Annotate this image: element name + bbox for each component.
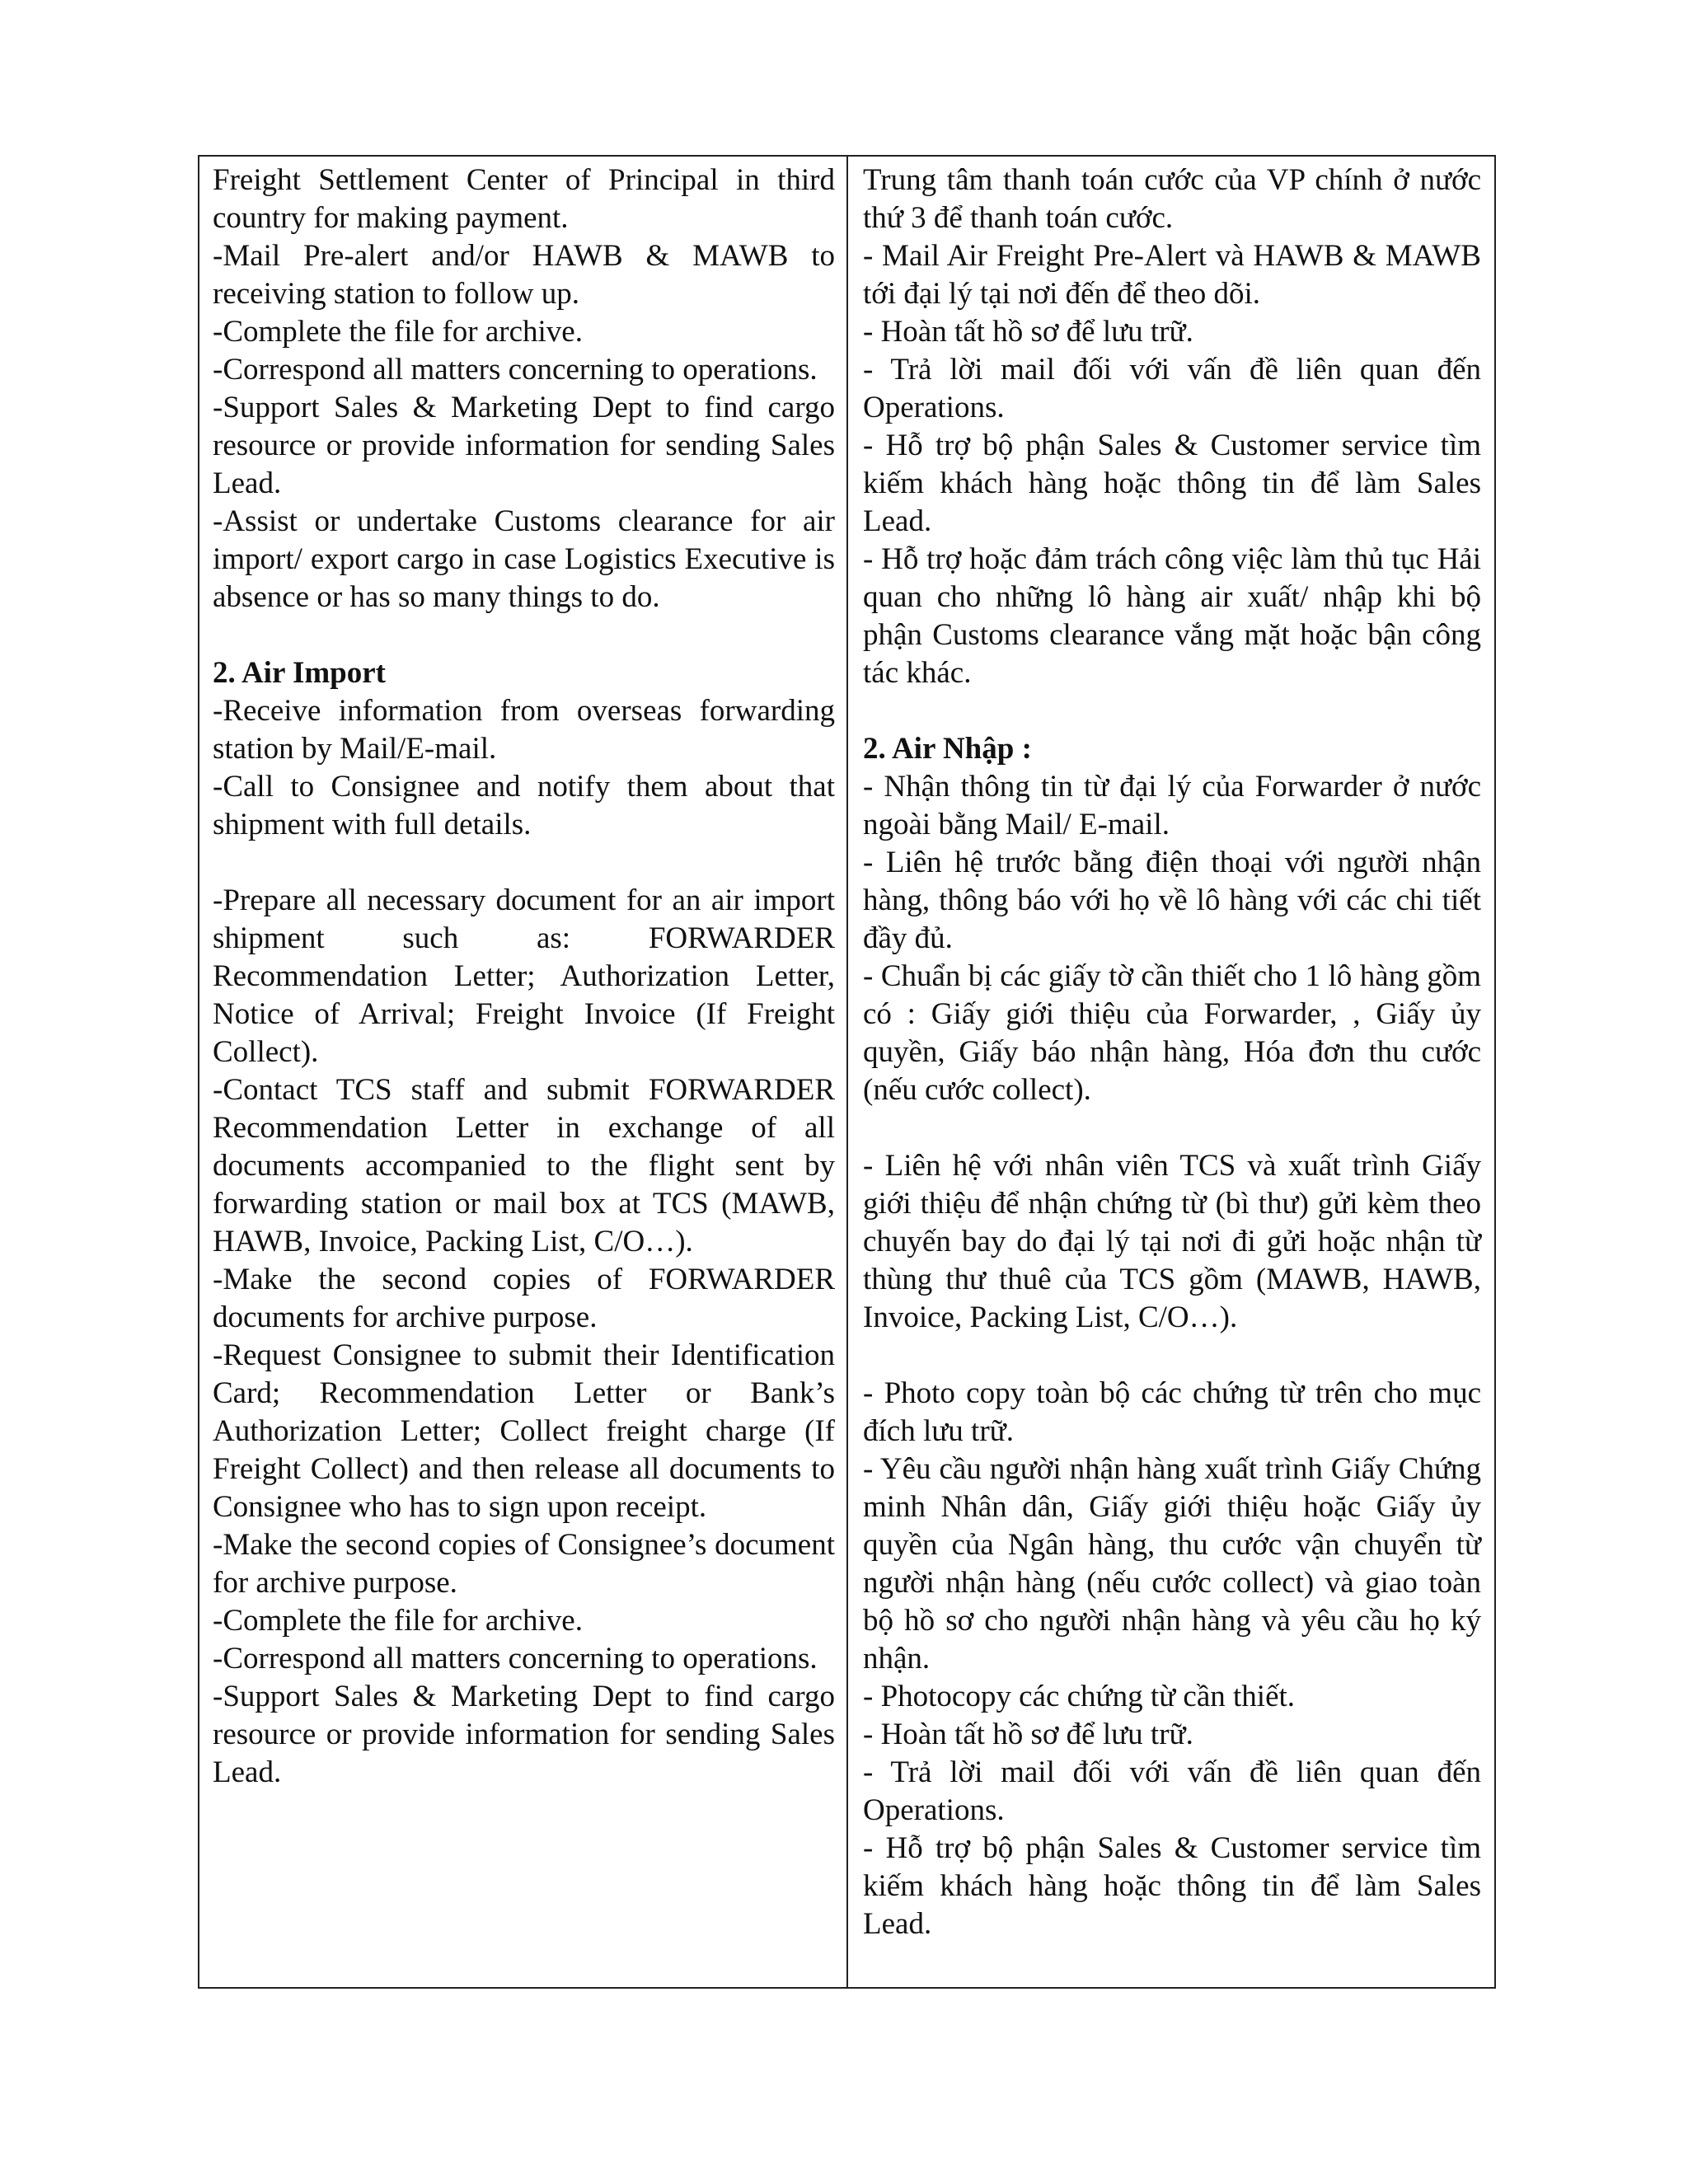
en-import-line: -Complete the file for archive. — [213, 1604, 583, 1638]
en-import-line: -Make the second copies of FORWARDER documents for archive purpose. — [213, 1263, 835, 1334]
vi-import-line: - Hoàn tất hồ sơ để lưu trữ. — [863, 1718, 1193, 1751]
vietnamese-column — [848, 157, 1494, 1987]
en-import-line: -Correspond all matters concerning to operations. — [213, 1642, 818, 1675]
en-import-heading: 2. Air Import — [213, 656, 387, 690]
bilingual-table — [198, 155, 1496, 1989]
en-export-line: -Complete the file for archive. — [213, 315, 583, 349]
en-import-line: -Receive information from overseas forwarding station by Mail/E-mail. — [213, 694, 835, 766]
en-import-line: -Request Consignee to submit their Identification Card; Recommendation Letter or Bank’s Authorization Letter; Collect freight charge (If Freight Collect) and then release all documents to Consignee who has to sign upon receipt. — [213, 1338, 835, 1524]
vi-export-line: - Hỗ trợ bộ phận Sales & Customer service tìm kiếm khách hàng hoặc thông tin để làm Sales Lead. — [863, 429, 1481, 538]
en-export-line: -Correspond all matters concerning to operations. — [213, 353, 818, 387]
en-import-line: -Prepare all necessary document for an air import shipment such as: FORWARDER Recommendation Letter; Authorization Letter, Notice of Arrival; Freight Invoice (If Freight Collect). — [213, 883, 835, 1069]
paragraph-gap — [863, 1337, 1481, 1375]
vi-import-line: - Photocopy các chứng từ cần thiết. — [863, 1680, 1296, 1713]
paragraph-gap — [863, 1109, 1481, 1147]
vi-export-line: - Hỗ trợ hoặc đảm trách công việc làm thủ tục Hải quan cho những lô hàng air xuất/ nhập khi bộ phận Customs clearance vắng mặt hoặc bận công tác khác. — [863, 542, 1481, 690]
vi-import-line: - Chuẩn bị các giấy tờ cần thiết cho 1 lô hàng gồm có : Giấy giới thiệu của Forwarder, , Giấy ủy quyền, Giấy báo nhận hàng, Hóa đơn thu cước (nếu cước collect). — [863, 959, 1481, 1107]
vi-import-line: - Liên hệ trước bằng điện thoại với người nhận hàng, thông báo với họ về lô hàng với các chi tiết đầy đủ. — [863, 846, 1481, 955]
paragraph-gap — [213, 844, 835, 882]
en-export-line: -Support Sales & Marketing Dept to find cargo resource or provide information for sending Sales Lead. — [213, 391, 835, 500]
vi-export-line: - Mail Air Freight Pre-Alert và HAWB & MAWB tới đại lý tại nơi đến để theo dõi. — [863, 239, 1481, 311]
en-export-line: -Assist or undertake Customs clearance for air import/ export cargo in case Logistics Executive is absence or has so many things to do. — [213, 504, 835, 614]
vi-export-line: - Trả lời mail đối với vấn đề liên quan đến Operations. — [863, 353, 1481, 424]
section-gap — [863, 692, 1481, 730]
en-import-line: -Make the second copies of Consignee’s document for archive purpose. — [213, 1528, 835, 1600]
vi-import-line: - Nhận thông tin từ đại lý của Forwarder ở nước ngoài bằng Mail/ E-mail. — [863, 770, 1481, 841]
vi-export-line: Trung tâm thanh toán cước của VP chính ở nước thứ 3 để thanh toán cước. — [863, 163, 1481, 235]
vi-import-line: - Liên hệ với nhân viên TCS và xuất trình Giấy giới thiệu để nhận chứng từ (bì thư) gửi kèm theo chuyến bay do đại lý tại nơi đi gửi hoặc nhận từ thùng thư thuê của TCS gồm (MAWB, HAWB, Invoice, Packing List, C/O…). — [863, 1149, 1481, 1334]
vi-import-line: - Photo copy toàn bộ các chứng từ trên cho mục đích lưu trữ. — [863, 1376, 1481, 1448]
section-gap — [213, 616, 835, 654]
vi-export-line: - Hoàn tất hồ sơ để lưu trữ. — [863, 315, 1193, 349]
vi-import-line: - Yêu cầu người nhận hàng xuất trình Giấy Chứng minh Nhân dân, Giấy giới thiệu hoặc Giấy ủy quyền của Ngân hàng, thu cước vận chuyển từ người nhận hàng (nếu cước collect) và giao toàn bộ hồ sơ cho người nhận hàng và yêu cầu họ ký nhận. — [863, 1452, 1481, 1675]
en-import-line: -Support Sales & Marketing Dept to find cargo resource or provide information for sending Sales Lead. — [213, 1680, 835, 1789]
en-export-line: Freight Settlement Center of Principal in third country for making payment. — [213, 163, 835, 235]
english-column — [199, 157, 848, 1987]
vi-import-heading: 2. Air Nhập : — [863, 732, 1032, 766]
en-export-line: -Mail Pre-alert and/or HAWB & MAWB to receiving station to follow up. — [213, 239, 835, 311]
vi-import-line: - Trả lời mail đối với vấn đề liên quan đến Operations. — [863, 1755, 1481, 1827]
vi-import-line: - Hỗ trợ bộ phận Sales & Customer service tìm kiếm khách hàng hoặc thông tin để làm Sales Lead. — [863, 1831, 1481, 1941]
en-import-line: -Call to Consignee and notify them about that shipment with full details. — [213, 770, 835, 841]
en-import-line: -Contact TCS staff and submit FORWARDER Recommendation Letter in exchange of all documents accompanied to the flight sent by forwarding station or mail box at TCS (MAWB, HAWB, Invoice, Packing List, C/O…). — [213, 1073, 835, 1258]
